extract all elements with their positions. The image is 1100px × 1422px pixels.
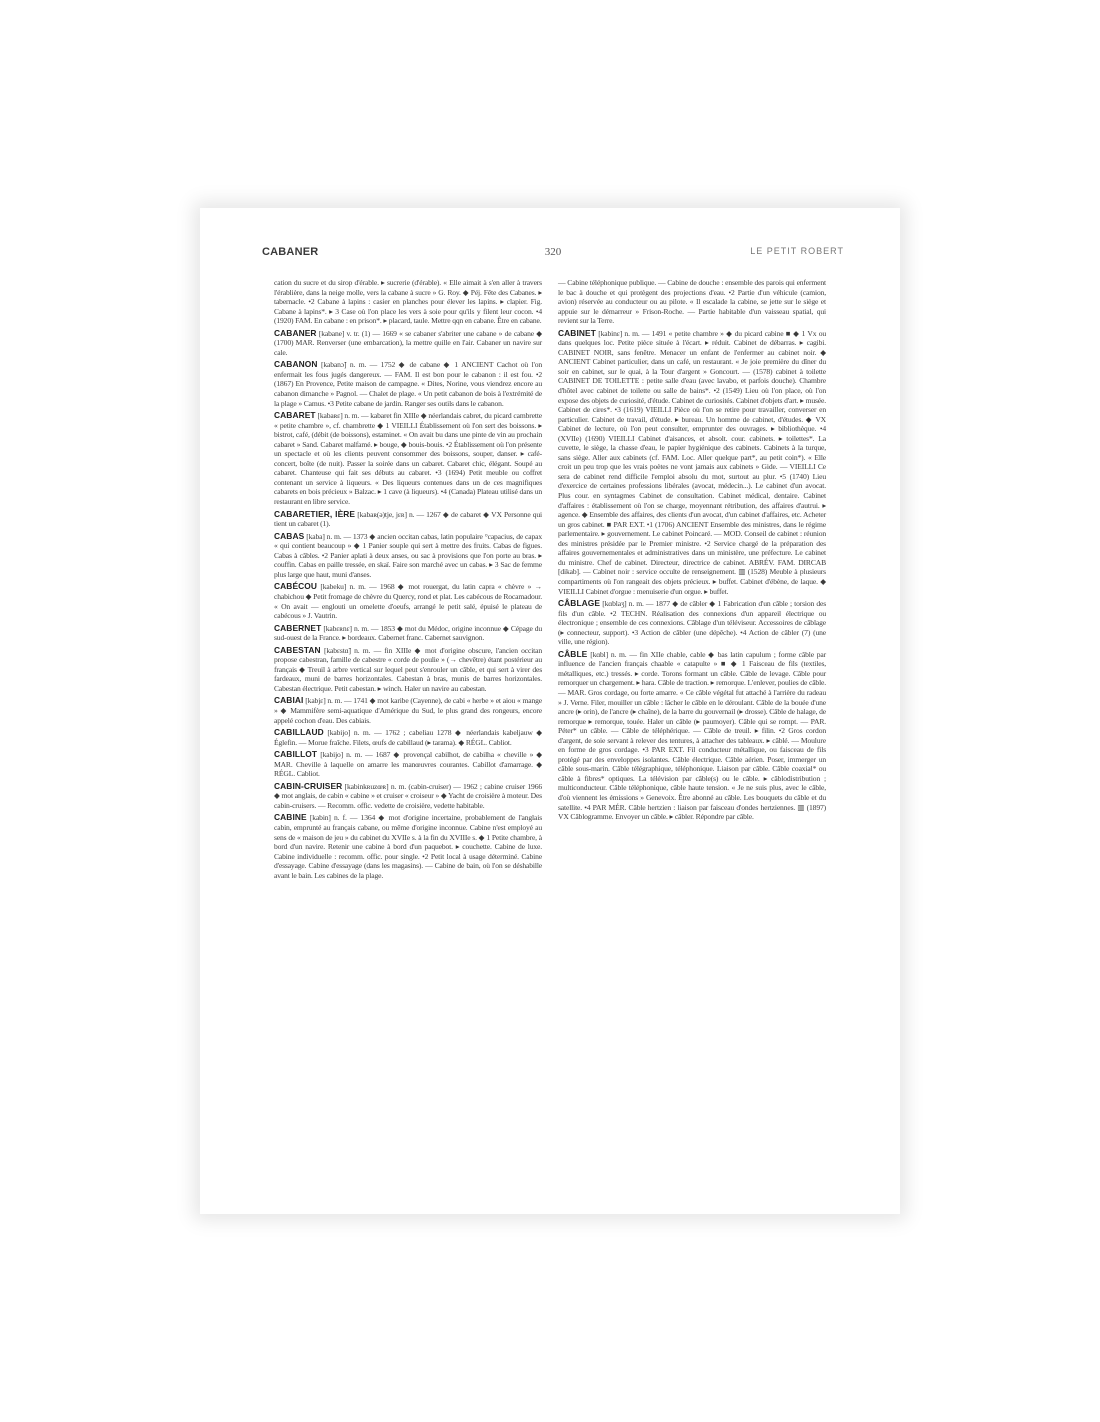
entry-cabaret — [274, 411, 542, 506]
guide-word: CABANER — [262, 246, 319, 258]
entry-text: [kɑbl] n. m. — fin XIIe chable, cable ◆ bas latin capulum ; forme câble par influence de l'ancien français chaable « catapulte » ■ ◆ 1 Faisceau de fils (textiles, métalliques, etc.) tressés. ▸ corde. Torons formant un câble. Câble de levage. Câble pour remorquer un chargement. ▸ hara. Câble de traction. ▸ remorque. L'enlever, poulies de câble. — MAR. Gros cordage, ou forte amarre. « Ce câble végétal fut attaché à l'arrière du radeau » J. Verne. Filer, mouiller un câble : lâcher le câble en le déroulant. Câble de la bouée d'une ancre (▸ orin), de l'ancre (▸ chaîne), de la barre du gouvernail (▸ drosse). Câble de halage, de remorque ▸ remorque, touée. Haler un câble (▸ paumoyer). Câble qui se rompt. — PAR. Péter* un câble. — Câble de téléphérique. — Câble de treuil. ▸ filin. •2 Gros cordon d'argent, de soie servant à relever des tentures, à attacher des tableaux. ▸ câblé. — Moulure en forme de gros cordage. •3 PAR EXT. Fil conducteur métallique, ou faisceau de fils protégé par des enveloppes isolantes. Câble électrique. Câble aérien. Poser, immerger un câble sous-marin. Câble télégraphique, téléphonique. Liaison par câble. Câble coaxial* ou câble à fibres* optiques. La télévision par câble(s) ou le câble. ▸ câblodistribution ; multiconducteur. Câble téléphonique, câble haute tension. « Je ne suis plus, avec le câble, d'où viennent les émissions » Genevoix. Être abonné au câble. Les bouquets du câble et du satellite. •4 PAR MÉR. Câble hertzien : liaison par faisceau d'ondes hertziennes. ▥ (1897) VX Câblogramme. Envoyer un câble. ▸ câbler. Répondre par câble. — [558, 649, 827, 822]
entry-cabiai — [274, 696, 542, 725]
headword: CABERNET — [274, 622, 322, 633]
entry-text: [kabin] n. f. — 1364 ◆ mot d'origine incertaine, probablement de l'anglais cabin, emprunté au français cabane, ou même d'origine inconnue. Cabine n'est employé au sens de « maison de jeu » du cabinet du XVIIe s. à la fin du XVIIIe s. ◆ 1 Petite chambre, à bord d'un navire. Retenir une cabine à bord d'un paquebot. ▸ couchette. Cabine de luxe. Cabine individuelle : recomm. offic. pour single. •2 Petit local à usage déterminé. Cabine d'essayage. Cabine d'essayage (dans les magasins). — Cabine de bain, où l'on se déshabille avant le bain. Les cabines de la plage. — [274, 813, 542, 880]
entry-text: [kabaʀɛ] n. m. — kabaret fin XIIIe ◆ néerlandais cabret, du picard cambrette « petite chambre », cf. chambrette ◆ 1 VIEILLI Établissement où l'on sert des boissons. ▸ bistrot, café, (débit (de boissons), estaminet. « On avait bu dans une pinte de vin au prochain cabaret » Sand. Cabaret malfamé. ▸ bouge, ◆ bouis-bouis. •2 Établissement où l'on présente un spectacle et où les clients peuvent consommer des boissons, souper, danser. ▸ café-concert, boîte (de nuit). Passer la soirée dans un cabaret. Cabaret chic, élégant. Soupé au cabaret. Chanteuse qui fait ses débuts au cabaret. •3 (1694) Petit meuble ou coffret contenant un service à liqueurs. « Des liqueurs contenues dans un de ces magnifiques cabarets en bois précieux » Balzac. ▸ 1 cave (à liqueurs). •4 (Canada) Plateau utilisé dans un restaurant en libre service. — [274, 411, 543, 507]
entry-text: [kabaʀ(ə)tje, jɛʀ] n. — 1267 ◆ de cabaret ◆ VX Personne qui tient un cabaret (1). — [274, 509, 542, 529]
page-header — [262, 246, 844, 264]
entry-cabernet — [274, 624, 542, 643]
entry-cabestan — [274, 646, 542, 694]
left-column — [274, 278, 542, 883]
headword: CABIN-CRUISER — [274, 780, 343, 791]
headword: CÂBLE — [558, 648, 588, 659]
entry-text: [kabanɔ̃] n. m. — 1752 ◆ de cabane ◆ 1 ANCIENT Cachot où l'on enfermait les fous jugés dangereux. — FAM. Il est bon pour le cabanon : il est fou. •2 (1867) En Provence, Petite maison de campagne. « Dites, Norine, vous viendrez encore au cabanon dimanche » Pagnol. — Chalet de plage. « Un petit cabanon de bois à l'extrémité de la plage » Camus. •3 Petite cabane de jardin. Ranger ses outils dans le cabanon. — [274, 360, 543, 408]
entry-cabanon — [274, 360, 542, 408]
entry-cabin-cruiser — [274, 782, 542, 811]
headword: CABIAI — [274, 695, 304, 706]
entry-cabaretier — [274, 510, 542, 529]
entry-cable — [558, 650, 826, 822]
entry-text: [kabane] v. tr. (1) — 1669 « se cabaner s'abriter une cabane » de cabane ◆ (1700) MAR. Renverser (une embarcation), la mettre quille en l'air. Cabaner un navire sur cale. — [274, 328, 542, 357]
right-column — [558, 278, 826, 825]
entry-cabecou — [274, 582, 542, 620]
headword: CABILLAUD — [274, 727, 324, 738]
entry-text: [kabeku] n. m. — 1968 ◆ mot rouergat, du latin capra « chèvre » → chabichou ◆ Petit fromage de chèvre du Quercy, rond et plat. Les cabécous de Rocamadour. « On avait — englouti un omelette d'oeufs, arrangé le petit salé, épuisé le plateau de cabécous » J. Vautrin. — [274, 582, 542, 621]
entry-text: [kabɛʀnɛ] n. m. — 1853 ◆ mot du Médoc, origine inconnue ◆ Cépage du sud-ouest de la France. ▸ bordeaux. Cabernet franc. Cabernet sauvignon. — [274, 623, 543, 643]
headword: CABILLOT — [274, 749, 318, 760]
entry-cabaner — [274, 329, 542, 358]
headword: CABINET — [558, 327, 596, 338]
entry-cabinet — [558, 329, 826, 596]
headword: CABARETIER, IÈRE — [274, 508, 356, 519]
page-number: 320 — [544, 246, 562, 258]
entry-continuation — [274, 278, 542, 326]
entry-text: [kabinkʀuzœʀ] n. m. (cabin-cruiser) — 1962 ; cabine cruiser 1966 ◆ mot anglais, de cabin « cabine » et cruiser « croiseur » ◆ Yacht de croisière à moteur. Des cabin-cruisers. — Recomm. offic. vedette de croisière, vedette habitable. — [274, 781, 542, 810]
entry-cabillot — [274, 750, 542, 779]
entry-continuation — [558, 278, 826, 326]
headword: CABESTAN — [274, 644, 321, 655]
entry-text: [kɑblaʒ] n. m. — 1877 ◆ de câbler ◆ 1 Fabrication d'un câble ; torsion des fils d'un câble. •2 TECHN. Réalisation des connexions d'un appareil électrique ou électronique ; ensemble de ces connexions. Câblage d'un téléviseur. Accessoires de câblage (▸ connecteur, support). •3 Action de câbler (une dépêche). •4 Action de câbler (7) (une ville, une région). — [558, 599, 827, 647]
book-title: LE PETIT ROBERT — [750, 246, 844, 256]
headword: CABINE — [274, 812, 307, 823]
entry-text: [kabijo] n. m. — 1762 ; cabeliau 1278 ◆ néerlandais kabeljauw ◆ Églefin. — Morue fraîche. Filets, œufs de cabillaud (▸ tarama). ◆ RÉGL. Cabliot. — [274, 728, 543, 747]
entry-cabillaud — [274, 728, 542, 747]
entry-text: [kabjɛ] n. m. — 1741 ◆ mot karibe (Cayenne), de cabi « herbe » et aiou « mange » ◆ Mammifère semi-aquatique d'Amérique du Sud, le plus grand des rongeurs, encore appelé cochon d'eau. Des cabiais. — [274, 696, 542, 725]
entry-text: cation du sucre et du sirop d'érable. ▸ sucrerie (d'érable). « Elle aimait à s'en aller à travers l'érablière, dans la neige molle, vers la cabane à sucre » G. Roy. ◆ Péj. Fête des Cabanes. ▸ tabernacle. •2 Cabane à lapins : casier en planches pour élever les lapins. ▸ clapier. Fig. Cabane à lapins*. ▸ 3 Case où l'on place les vers à soie pour qu'ils y filent leur cocon. •4 (1920) FAM. En cabane : en prison*. ▸ placard, taule. Mettre qqn en cabane. Être en cabane. — [274, 278, 542, 326]
headword: CABAS — [274, 530, 305, 541]
entry-cablage — [558, 599, 826, 647]
entry-cabine — [274, 813, 542, 880]
headword: CABARET — [274, 410, 316, 421]
headword: CÂBLAGE — [558, 598, 601, 609]
entry-text: [kaba] n. m. — 1373 ◆ ancien occitan cabas, latin populaire °capacius, de capax « qui contient beaucoup » ◆ 1 Panier souple qui sert à mettre des fruits. Cabas de figues. Cabas à câbles. •2 Panier aplati à deux anses, ou sac à provisions que l'on porte au bras. ▸ couffin. Cabas en paille tressée, en skaï. Faire son marché avec un cabas. ▸ 3 Sac de femme plus large que haut, muni d'anses. — [274, 531, 543, 579]
entry-text: [kabɛstɑ̃] n. m. — fin XIIIe ◆ mot d'origine obscure, l'ancien occitan propose cabestran, famille de cabestre « corde de poulie » (→ chevêtre) étant postérieur au français ◆ Treuil à arbre vertical sur lequel peut s'enrouler un câble, et qui sert à virer des fardeaux, muni de barres horizontales. Cabestan à bras, munis de barres horizontales. Cabestan électrique. Petit cabestan. ▸ winch. Haler un navire au cabestan. — [274, 645, 542, 693]
entry-text: [kabinɛ] n. m. — 1491 « petite chambre » ◆ du picard cabine ■ ◆ 1 Vx ou dans quelques loc. Petite pièce située à l'écart. ▸ réduit. Cabinet de débarras. ▸ cagibi. CABINET NOIR, sans fenêtre. Menacer un enfant de l'enfermer au cabinet noir. ◆ ANCIENT Cabinet particulier, dans un café, un restaurant. « Je joie première du dîner du soir en cabinet, sur le quai, à la Tour d'argent » Goncourt. — (1578) cabinet à toilette CABINET DE TOILETTE : petite salle d'eau (avec lavabo, et parfois douche). Chambre d'hôtel avec cabinet de toilette ou salle de bains*. •2 (1549) Lieu où l'on place, où l'on expose des objets de curiosité, d'étude. Cabinet de curiosités. Cabinet d'objets d'art. ▸ musée. Cabinet de cires*. •3 (1619) VIEILLI Pièce où l'on se retire pour travailler, converser en particulier. Cabinet de travail, d'étude. ▸ bureau. Un homme de cabinet, d'études. ◆ VX Cabinet de lecture, où l'on peut consulter, emprunter des ouvrages. ▸ bibliothèque. •4 (XVIIe) (1690) VIEILLI Cabinet d'aisances, et absolt. cour. cabinets. ▸ toilettes*. La cuvette, le siège, la chasse d'eau, le papier hygiénique des cabinets. Cabinets à la turque, sans siège. Aller aux cabinets (cf. FAM. Loc. Aller quelque part*, au petit coin*). « Elle croit un peu trop que les vrais poètes ne vont jamais aux cabinets » Gide. — VIEILLI Ce sera de cabinet rend difficile l'emploi absolu du mot, surtout au plur. •5 (1740) Lieu d'exercice de certaines professions libérales (avocat, médecin...). Le cabinet d'un avocat. Plus cour. en syntagmes Cabinet de consultation. Cabinet médical, dentaire. Cabinet d'affaires : établissement où l'on se charge, moyennant rétribution, des affaires d'autrui. ▸ agence. ◆ Ensemble des affaires, des clients d'un avocat, d'un cabinet d'affaires, etc. Acheter un gros cabinet. ■ PAR EXT. •1 (1706) ANCIENT Ensemble des ministres, dans le régime parlementaire. ▸ gouvernement. Le cabinet Poincaré. — MOD. Conseil de cabinet : réunion des ministres présidée par le Premier ministre. •2 Service chargé de la préparation des affaires gouvernementales et administratives dans un ministère, une préfecture. Le cabinet du ministre. Chef de cabinet. Directeur, directrice de cabinet. ABRÉV. FAM. DIRCAB [dikab]. — Cabinet noir : service occulte de renseignement. ▥ (1528) Meuble à plusieurs compartiments où l'on rangeait des objets précieux. ▸ buffet. Cabinet d'ébène, de laque. ◆ VIEILLI Cabinet d'orgue : menuiserie d'un orgue. ▸ buffet. — [558, 328, 826, 596]
dictionary-page — [204, 212, 896, 1210]
headword: CABANER — [274, 327, 317, 338]
headword: CABANON — [274, 359, 318, 370]
entry-text: — Cabine téléphonique publique. — Cabine de douche : ensemble des parois qui enferment le bac à douche et qui protègent des projections d'eau. •2 Partie d'un véhicule (camion, avion) réservée au conducteur ou au pilote. « Il escalade la cabine, se jette sur le siège et appuie sur le démarreur » Frison-Roche. — Partie habitable d'un vaisseau spatial, qui revient sur la Terre. — [558, 278, 826, 326]
entry-cabas — [274, 532, 542, 580]
headword: CABÉCOU — [274, 581, 318, 592]
entry-text: [kabijo] n. m. — 1687 ◆ provençal cabilhot, de cabilha « cheville » ◆ MAR. Cheville à laquelle on amarre les manœuvres courantes. Cabillot d'amarrage. ◆ RÉGL. Cabliot. — [274, 750, 542, 779]
